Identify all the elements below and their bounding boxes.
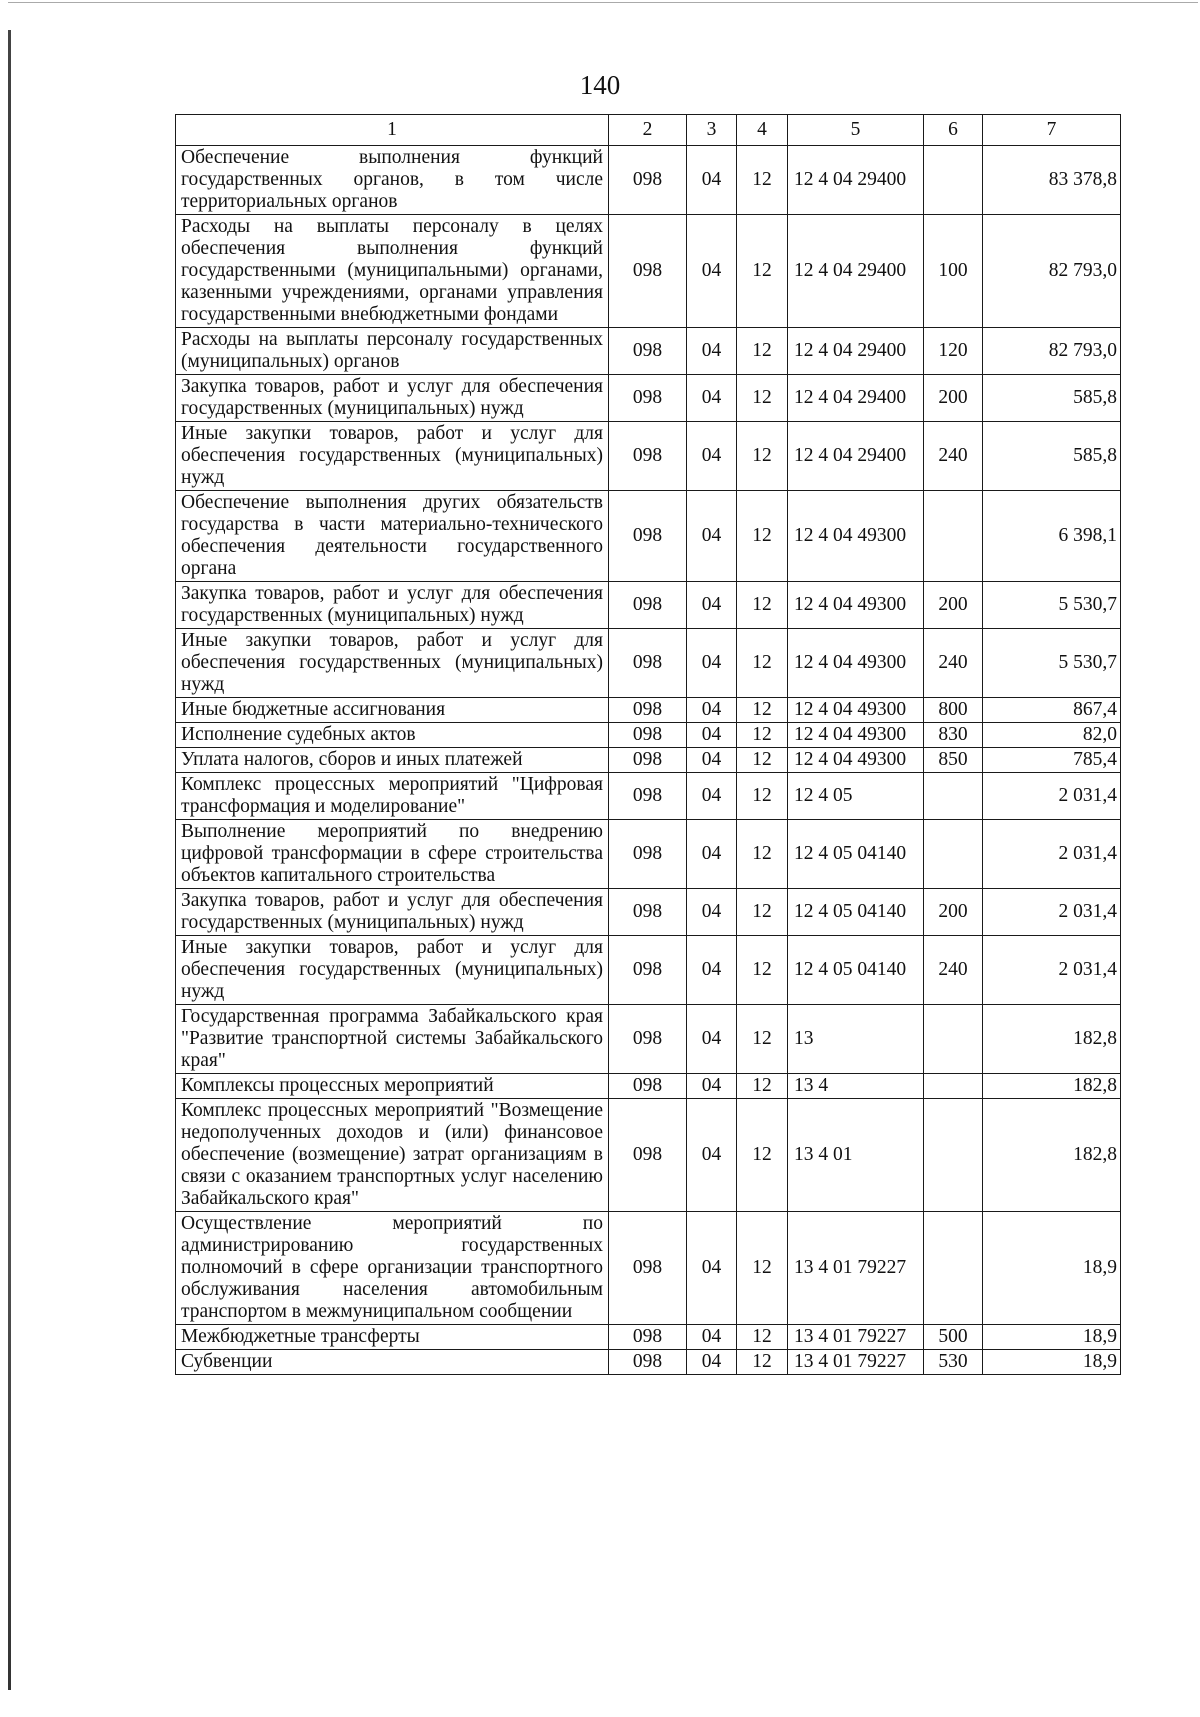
row-code-target: 12 4 05 04140 [788,820,924,889]
row-code-subsection: 12 [737,1099,788,1212]
table-row [176,146,1121,215]
table-row [176,328,1121,375]
row-description: Государственная программа Забайкальского края "Развитие транспортной системы Забайкальского края" [176,1005,609,1074]
row-code-admin: 098 [609,328,687,375]
row-code-target: 12 4 04 49300 [788,698,924,723]
row-amount: 18,9 [983,1325,1121,1350]
row-code-admin: 098 [609,491,687,582]
row-description: Субвенции [176,1350,609,1375]
row-code-admin: 098 [609,773,687,820]
row-code-section: 04 [687,491,737,582]
row-code-admin: 098 [609,582,687,629]
row-code-expense-type: 850 [924,748,983,773]
row-code-expense-type: 240 [924,422,983,491]
row-code-subsection: 12 [737,889,788,936]
row-code-expense-type [924,146,983,215]
row-code-subsection: 12 [737,698,788,723]
row-code-expense-type: 200 [924,375,983,422]
row-code-expense-type [924,1099,983,1212]
row-amount: 785,4 [983,748,1121,773]
row-code-target: 13 4 01 79227 [788,1325,924,1350]
table-row [176,582,1121,629]
row-description: Выполнение мероприятий по внедрению цифровой трансформации в сфере строительства объектов капитального строительства [176,820,609,889]
row-code-subsection: 12 [737,773,788,820]
row-code-admin: 098 [609,1005,687,1074]
row-code-target: 12 4 04 29400 [788,146,924,215]
row-code-subsection: 12 [737,491,788,582]
row-description: Расходы на выплаты персоналу в целях обеспечения выполнения функций государственными (муниципальными) органами, казенными учреждениями, органами управления государственными внебюджетными фондами [176,215,609,328]
row-code-admin: 098 [609,1212,687,1325]
row-description: Иные закупки товаров, работ и услуг для обеспечения государственных (муниципальных) нужд [176,629,609,698]
row-code-section: 04 [687,889,737,936]
row-code-section: 04 [687,328,737,375]
row-code-section: 04 [687,820,737,889]
row-code-admin: 098 [609,422,687,491]
row-code-section: 04 [687,1005,737,1074]
row-code-subsection: 12 [737,1212,788,1325]
row-code-section: 04 [687,773,737,820]
row-code-target: 13 [788,1005,924,1074]
row-code-expense-type [924,773,983,820]
table-row [176,422,1121,491]
table-row [176,820,1121,889]
row-amount: 6 398,1 [983,491,1121,582]
row-code-expense-type [924,1074,983,1099]
row-amount: 2 031,4 [983,936,1121,1005]
row-code-subsection: 12 [737,723,788,748]
row-code-target: 12 4 04 29400 [788,422,924,491]
table-row [176,936,1121,1005]
row-code-section: 04 [687,698,737,723]
row-code-section: 04 [687,375,737,422]
row-code-subsection: 12 [737,215,788,328]
row-amount: 182,8 [983,1099,1121,1212]
row-code-target: 12 4 05 04140 [788,889,924,936]
row-description: Закупка товаров, работ и услуг для обеспечения государственных (муниципальных) нужд [176,582,609,629]
row-code-admin: 098 [609,1325,687,1350]
row-code-expense-type: 120 [924,328,983,375]
row-code-subsection: 12 [737,629,788,698]
row-code-subsection: 12 [737,820,788,889]
row-code-expense-type: 200 [924,889,983,936]
row-code-target: 13 4 [788,1074,924,1099]
table-row [176,1005,1121,1074]
table-row [176,491,1121,582]
table-row [176,889,1121,936]
row-code-admin: 098 [609,748,687,773]
row-code-admin: 098 [609,146,687,215]
row-code-expense-type [924,1212,983,1325]
row-amount: 82 793,0 [983,215,1121,328]
row-code-section: 04 [687,146,737,215]
row-code-admin: 098 [609,1074,687,1099]
row-description: Иные закупки товаров, работ и услуг для обеспечения государственных (муниципальных) нужд [176,422,609,491]
row-code-subsection: 12 [737,328,788,375]
row-code-target: 13 4 01 79227 [788,1350,924,1375]
row-code-target: 12 4 05 [788,773,924,820]
table-row [176,1074,1121,1099]
row-code-expense-type [924,820,983,889]
row-code-section: 04 [687,936,737,1005]
header-col-2: 2 [609,115,687,146]
page-number: 140 [579,70,621,100]
table-row [176,215,1121,328]
row-code-expense-type: 530 [924,1350,983,1375]
header-col-5: 5 [788,115,924,146]
row-code-subsection: 12 [737,422,788,491]
row-description: Исполнение судебных актов [176,723,609,748]
row-code-section: 04 [687,748,737,773]
row-code-section: 04 [687,1350,737,1375]
row-amount: 18,9 [983,1350,1121,1375]
row-code-target: 12 4 05 04140 [788,936,924,1005]
row-amount: 2 031,4 [983,889,1121,936]
scan-top-edge [8,2,1198,3]
row-code-section: 04 [687,1099,737,1212]
row-description: Закупка товаров, работ и услуг для обеспечения государственных (муниципальных) нужд [176,375,609,422]
row-code-subsection: 12 [737,582,788,629]
row-code-section: 04 [687,1074,737,1099]
row-description: Комплекс процессных мероприятий "Цифровая трансформация и моделирование" [176,773,609,820]
row-code-target: 13 4 01 [788,1099,924,1212]
row-description: Комплексы процессных мероприятий [176,1074,609,1099]
header-col-4: 4 [737,115,788,146]
row-code-admin: 098 [609,375,687,422]
row-code-target: 12 4 04 49300 [788,748,924,773]
row-code-section: 04 [687,629,737,698]
row-code-admin: 098 [609,1099,687,1212]
row-amount: 82 793,0 [983,328,1121,375]
row-code-subsection: 12 [737,1074,788,1099]
row-code-section: 04 [687,582,737,629]
row-code-admin: 098 [609,936,687,1005]
scan-left-edge [8,30,11,1690]
row-code-target: 12 4 04 49300 [788,491,924,582]
row-code-expense-type: 800 [924,698,983,723]
row-description: Обеспечение выполнения других обязательств государства в части материально-технического обеспечения деятельности государственного органа [176,491,609,582]
row-code-expense-type: 100 [924,215,983,328]
row-code-subsection: 12 [737,1350,788,1375]
table-row [176,1325,1121,1350]
row-description: Комплекс процессных мероприятий "Возмещение недополученных доходов и (или) финансовое обеспечение (возмещение) затрат организациям в связи с оказанием транспортных услуг населению Забайкальского края" [176,1099,609,1212]
row-amount: 182,8 [983,1074,1121,1099]
row-code-admin: 098 [609,215,687,328]
row-code-subsection: 12 [737,1325,788,1350]
row-amount: 867,4 [983,698,1121,723]
table-row [176,723,1121,748]
row-code-section: 04 [687,215,737,328]
table-row [176,773,1121,820]
row-code-section: 04 [687,422,737,491]
row-code-target: 13 4 01 79227 [788,1212,924,1325]
row-amount: 18,9 [983,1212,1121,1325]
row-description: Межбюджетные трансферты [176,1325,609,1350]
table-row [176,748,1121,773]
row-amount: 2 031,4 [983,773,1121,820]
row-amount: 82,0 [983,723,1121,748]
row-code-expense-type [924,491,983,582]
row-code-subsection: 12 [737,375,788,422]
row-amount: 585,8 [983,422,1121,491]
row-code-section: 04 [687,1325,737,1350]
row-amount: 182,8 [983,1005,1121,1074]
row-amount: 83 378,8 [983,146,1121,215]
row-code-admin: 098 [609,1350,687,1375]
row-code-expense-type [924,1005,983,1074]
table-row [176,698,1121,723]
row-code-admin: 098 [609,629,687,698]
row-amount: 5 530,7 [983,629,1121,698]
table-row [176,1212,1121,1325]
row-code-target: 12 4 04 29400 [788,375,924,422]
row-code-target: 12 4 04 49300 [788,582,924,629]
row-code-expense-type: 500 [924,1325,983,1350]
row-code-section: 04 [687,723,737,748]
row-description: Обеспечение выполнения функций государственных органов, в том числе территориальных органов [176,146,609,215]
table-row [176,1099,1121,1212]
row-code-subsection: 12 [737,146,788,215]
row-code-expense-type: 240 [924,629,983,698]
row-code-subsection: 12 [737,936,788,1005]
row-code-target: 12 4 04 29400 [788,328,924,375]
row-description: Иные бюджетные ассигнования [176,698,609,723]
table-row [176,375,1121,422]
table-row [176,1350,1121,1375]
row-description: Уплата налогов, сборов и иных платежей [176,748,609,773]
row-code-subsection: 12 [737,1005,788,1074]
row-amount: 2 031,4 [983,820,1121,889]
row-description: Закупка товаров, работ и услуг для обеспечения государственных (муниципальных) нужд [176,889,609,936]
row-code-target: 12 4 04 29400 [788,215,924,328]
header-col-6: 6 [924,115,983,146]
row-code-admin: 098 [609,889,687,936]
row-code-section: 04 [687,1212,737,1325]
header-col-1: 1 [176,115,609,146]
row-code-subsection: 12 [737,748,788,773]
row-code-admin: 098 [609,698,687,723]
row-code-expense-type: 830 [924,723,983,748]
row-code-admin: 098 [609,820,687,889]
row-amount: 5 530,7 [983,582,1121,629]
header-row [176,115,1121,146]
row-description: Осуществление мероприятий по администрированию государственных полномочий в сфере организации транспортного обслуживания населения автомобильным транспортом в межмуниципальном сообщении [176,1212,609,1325]
budget-table [175,114,1121,1375]
row-code-target: 12 4 04 49300 [788,723,924,748]
header-col-3: 3 [687,115,737,146]
row-code-target: 12 4 04 49300 [788,629,924,698]
row-code-expense-type: 200 [924,582,983,629]
row-description: Иные закупки товаров, работ и услуг для обеспечения государственных (муниципальных) нужд [176,936,609,1005]
row-amount: 585,8 [983,375,1121,422]
header-col-7: 7 [983,115,1121,146]
table-body [176,146,1121,1375]
table-row [176,629,1121,698]
row-description: Расходы на выплаты персоналу государственных (муниципальных) органов [176,328,609,375]
row-code-admin: 098 [609,723,687,748]
row-code-expense-type: 240 [924,936,983,1005]
